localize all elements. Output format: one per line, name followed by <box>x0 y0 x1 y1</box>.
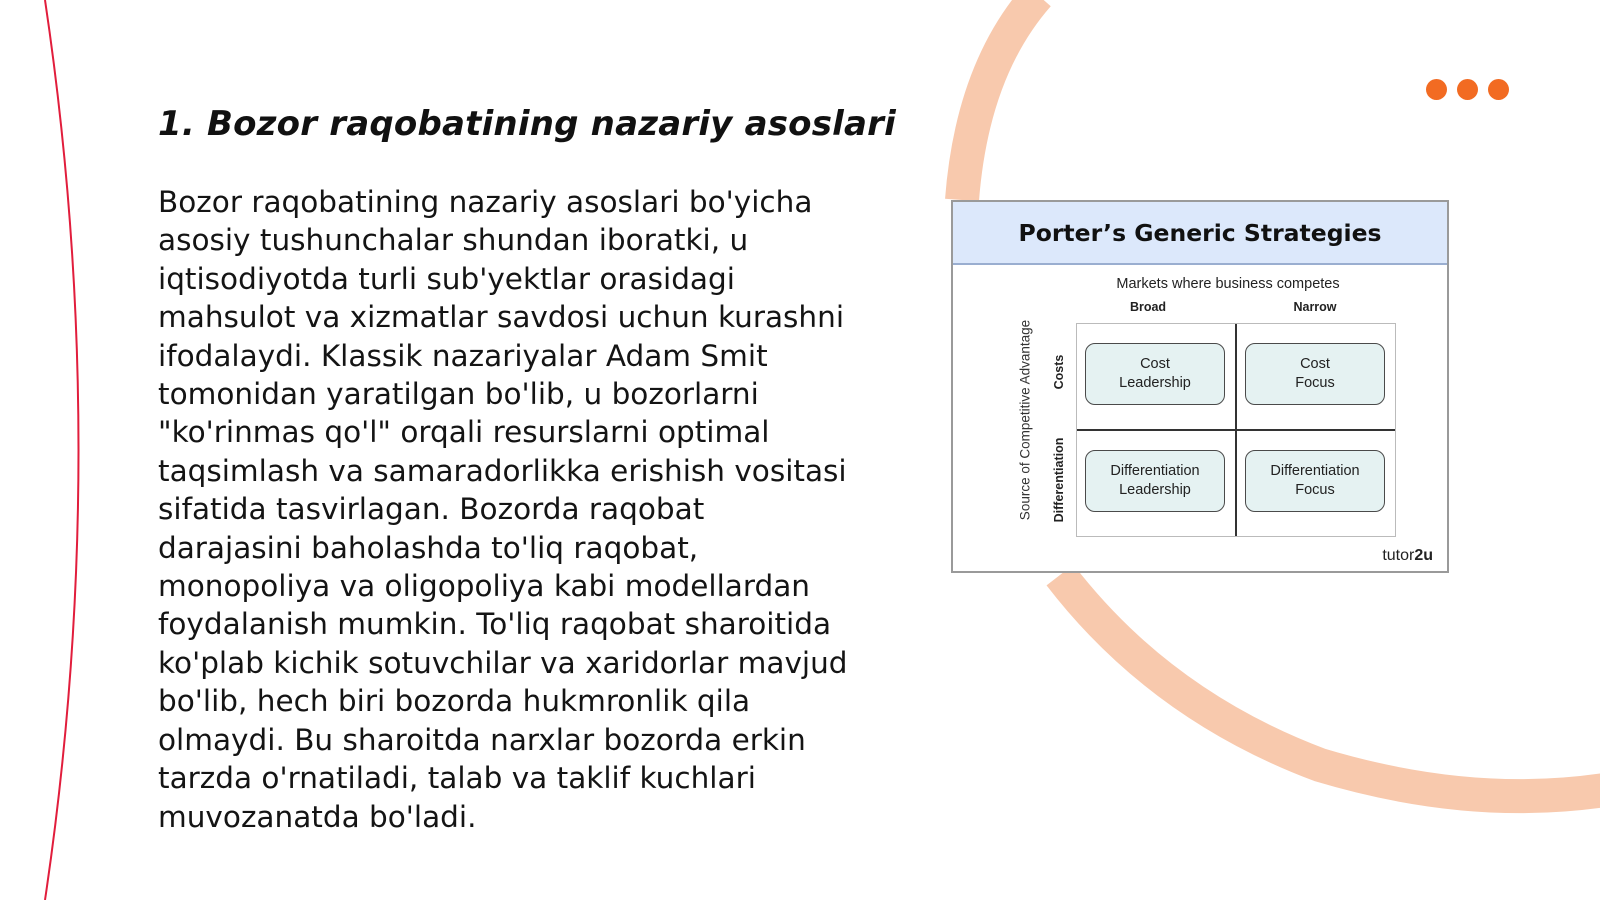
column-label-broad: Broad <box>1129 300 1167 314</box>
column-label-narrow: Narrow <box>1293 300 1337 314</box>
cell-cost-focus: Cost Focus <box>1245 343 1385 405</box>
axis-label: Source of Competitive Advantage <box>1017 319 1033 521</box>
porter-strategies-diagram <box>951 200 1449 573</box>
diagram-header <box>953 202 1447 265</box>
tutor2u-logo: tutor2u <box>1382 547 1433 564</box>
markets-label: Markets where business competes <box>1116 276 1340 292</box>
cell-differentiation-focus: Differentiation Focus <box>1245 450 1385 512</box>
peach-arc-upper <box>962 0 1038 200</box>
diagram-title: Porter’s Generic Strategies <box>1018 218 1382 247</box>
row-label-costs: Costs <box>1052 354 1066 390</box>
slide-title: 1. Bozor raqobatining nazariy asoslari <box>158 104 896 144</box>
slide-body-text: Bozor raqobatining nazariy asoslari bo'yicha asosiy tushunchalar shundan iboratki, u iqtisodiyotda turli sub'yektlar orasidagi mahsulot va xizmatlar savdosi uchun kurashni ifodalaydi. Klassik nazariyalar Adam Smit tomonidan yaratilgan bo'lib, u bozorlarni "ko'rinmas qo'l" orqali resurslarni optimal taqsimlash va samaradorlikka erishish vositasi sifatida tasvirlagan. Bozorda raqobat darajasini baholashda to'liq raqobat, monopoliya va oligopoliya kabi modellardan foydalanish mumkin. To'liq raqobat sharoitida ko'plab kichik sotuvchilar va xaridorlar mavjud bo'lib, hech biri bozorda hukmronlik qila olmaydi. Bu sharoitda narxlar bozorda erkin tarzda o'rnatiladi, talab va taklif kuchlari muvozanatda bo'ladi. <box>158 185 848 834</box>
dot-icon <box>1457 79 1478 100</box>
left-red-curve <box>45 0 79 900</box>
strategy-grid <box>1076 323 1396 537</box>
cell-cost-leadership: Cost Leadership <box>1085 343 1225 405</box>
row-label-differentiation: Differentiation <box>1052 437 1066 523</box>
decorative-dots <box>1426 79 1509 100</box>
peach-arc-lower <box>1060 575 1600 796</box>
cell-differentiation-leadership: Differentiation Leadership <box>1085 450 1225 512</box>
grid-divider <box>1077 429 1395 431</box>
dot-icon <box>1426 79 1447 100</box>
dot-icon <box>1488 79 1509 100</box>
